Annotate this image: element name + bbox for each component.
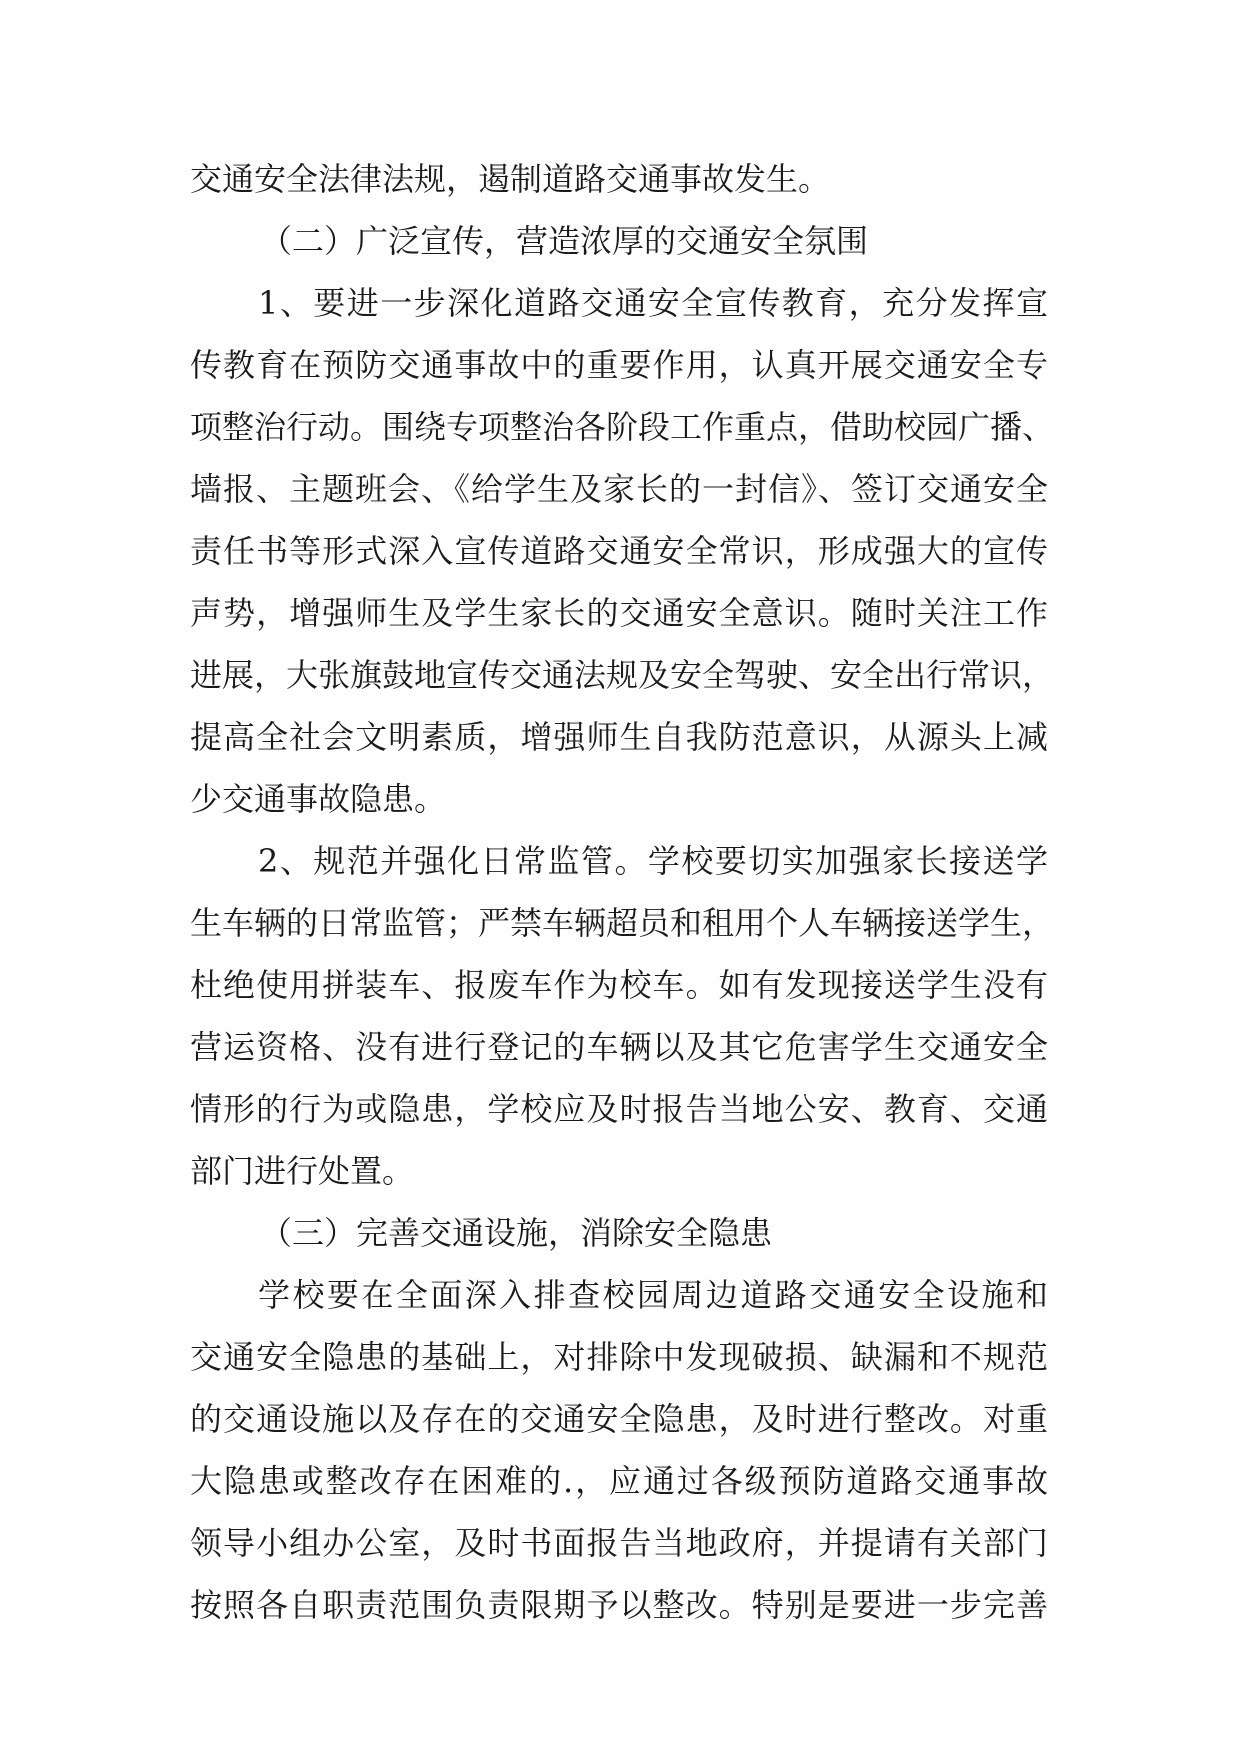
paragraph-line: 责任书等形式深入宣传道路交通安全常识，形成强大的宣传 <box>190 532 1048 570</box>
paragraph-line: 少交通事故隐患。 <box>190 780 447 818</box>
paragraph-line: 传教育在预防交通事故中的重要作用，认真开展交通安全专 <box>190 346 1048 384</box>
paragraph-line: 交通安全法律法规，遏制道路交通事故发生。 <box>190 160 831 198</box>
paragraph-line: 项整治行动。围绕专项整治各阶段工作重点，借助校园广播、 <box>190 408 1055 446</box>
paragraph-line: 杜绝使用拼装车、报废车作为校车。如有发现接送学生没有 <box>190 966 1048 1004</box>
paragraph-line: 领导小组办公室，及时书面报告当地政府，并提请有关部门 <box>190 1524 1048 1562</box>
section-heading: （三）完善交通设施，消除安全隐患 <box>260 1214 773 1252</box>
paragraph-line: 声势，增强师生及学生家长的交通安全意识。随时关注工作 <box>190 594 1048 632</box>
paragraph-line: 交通安全隐患的基础上，对排除中发现破损、缺漏和不规范 <box>190 1338 1048 1376</box>
paragraph-line: 情形的行为或隐患，学校应及时报告当地公安、教育、交通 <box>190 1090 1048 1128</box>
paragraph-line: 提高全社会文明素质，增强师生自我防范意识，从源头上减 <box>190 718 1048 756</box>
paragraph-line: 生车辆的日常监管；严禁车辆超员和租用个人车辆接送学生， <box>190 904 1055 942</box>
paragraph-line: 2、规范并强化日常监管。学校要切实加强家长接送学 <box>258 842 1048 880</box>
paragraph-line: 大隐患或整改存在困难的.，应通过各级预防道路交通事故 <box>190 1462 1048 1500</box>
paragraph-line: 进展，大张旗鼓地宣传交通法规及安全驾驶、安全出行常识， <box>190 656 1055 694</box>
paragraph-line: 学校要在全面深入排查校园周边道路交通安全设施和 <box>258 1276 1048 1314</box>
paragraph-line: 营运资格、没有进行登记的车辆以及其它危害学生交通安全 <box>190 1028 1048 1066</box>
paragraph-line: 的交通设施以及存在的交通安全隐患，及时进行整改。对重 <box>190 1400 1048 1438</box>
paragraph-line: 部门进行处置。 <box>190 1152 415 1190</box>
section-heading: （二）广泛宣传，营造浓厚的交通安全氛围 <box>260 222 869 260</box>
paragraph-line: 按照各自职责范围负责限期予以整改。特别是要进一步完善 <box>190 1586 1048 1624</box>
paragraph-line: 墙报、主题班会、《给学生及家长的一封信》、签订交通安全 <box>190 470 1048 508</box>
paragraph-line: 1、要进一步深化道路交通安全宣传教育，充分发挥宣 <box>258 284 1048 322</box>
document-body <box>190 148 1055 1636</box>
